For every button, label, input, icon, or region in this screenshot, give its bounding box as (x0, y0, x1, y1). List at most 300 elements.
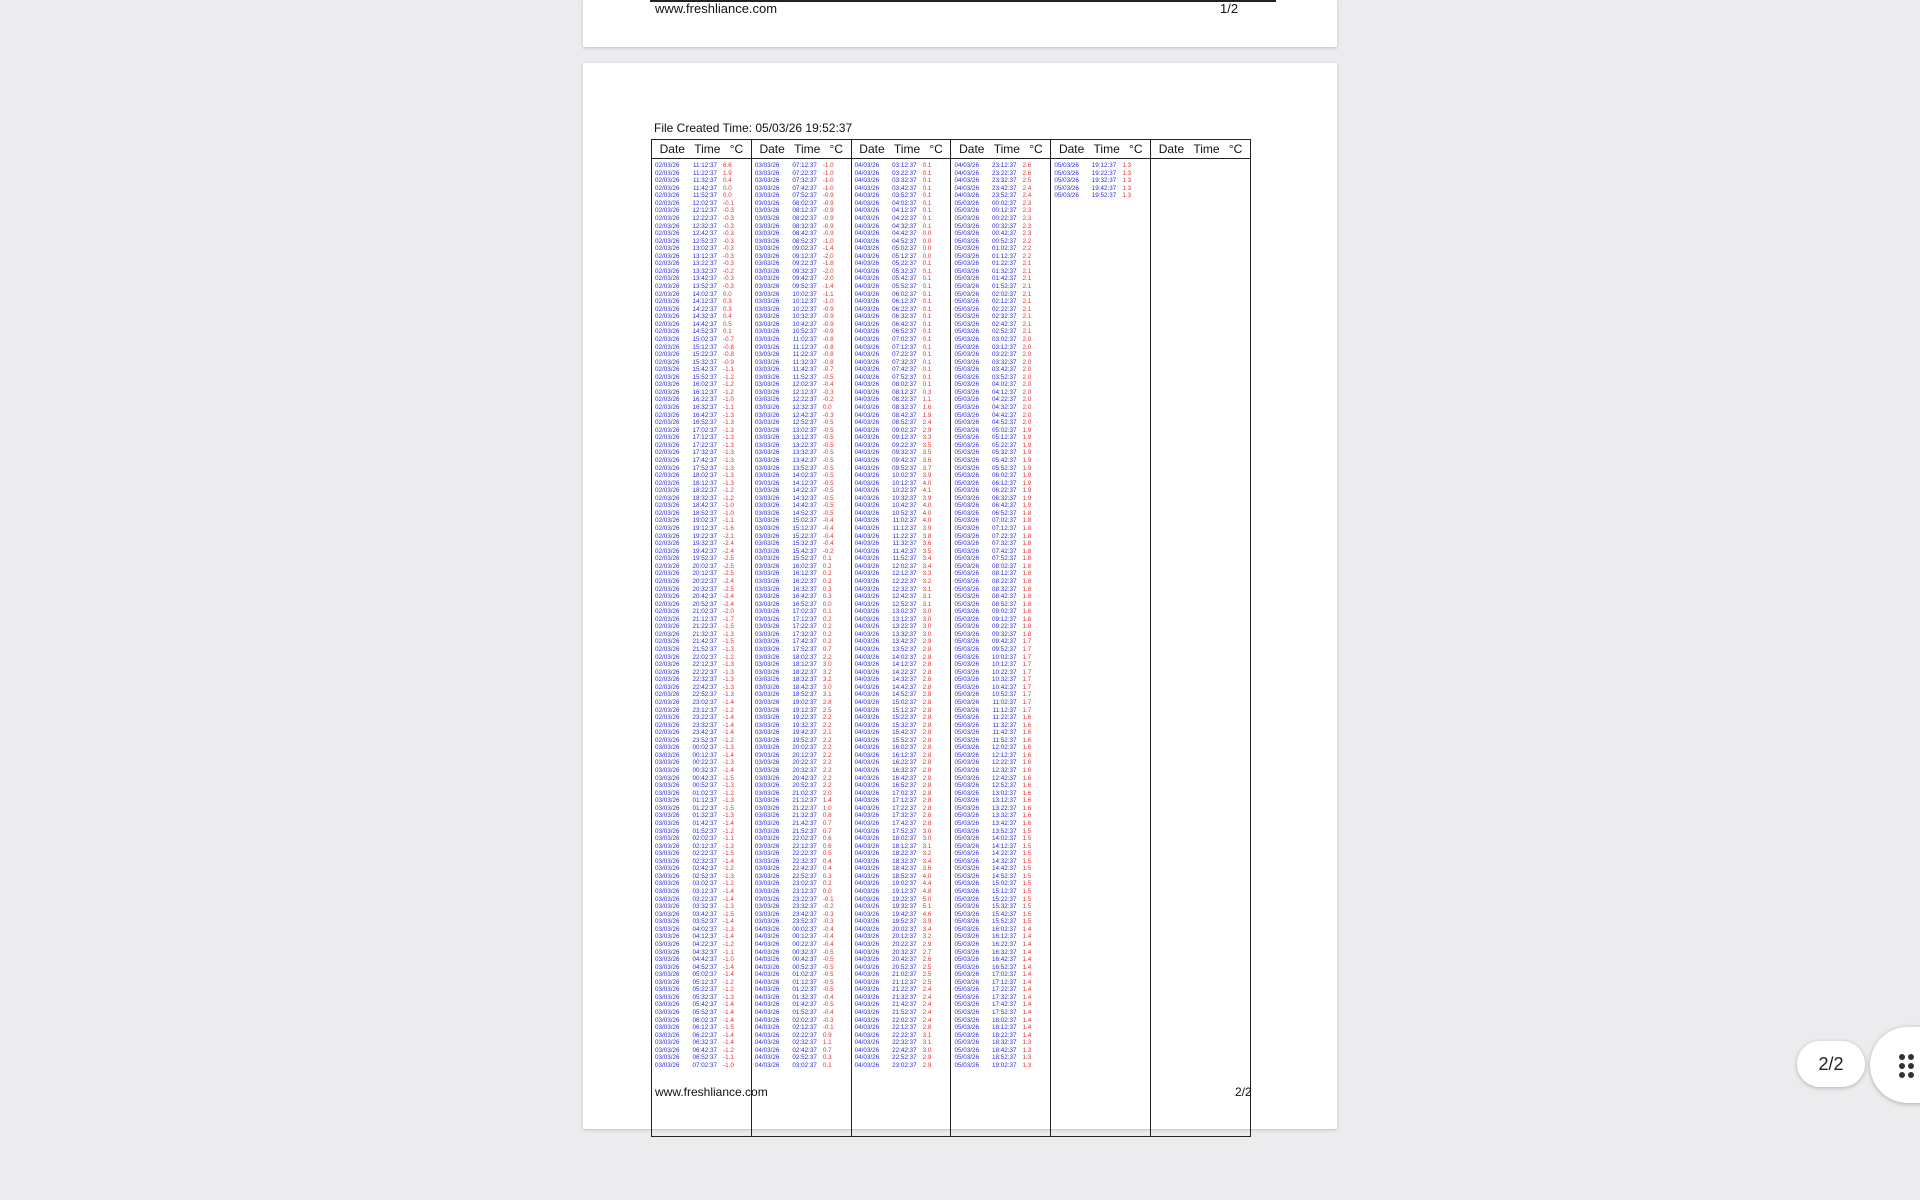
log-temp: -0.5 (822, 978, 834, 986)
log-temp: 2.4 (922, 986, 932, 994)
log-temp: 4.0 (922, 872, 932, 880)
log-date: 04/03/26 (854, 169, 880, 177)
log-time: 13:42:37 (991, 819, 1017, 827)
log-time: 19:12:37 (692, 525, 717, 532)
log-time: 06:32:37 (892, 313, 917, 321)
log-temp: 1.6 (1022, 729, 1032, 737)
log-time: 18:52:37 (792, 691, 817, 699)
log-date: 03/03/26 (754, 373, 780, 381)
log-time: 17:52:37 (991, 1009, 1017, 1016)
log-row (954, 850, 1048, 858)
log-time: 08:02:37 (991, 562, 1017, 570)
log-temp: 0.1 (922, 260, 932, 268)
log-row (855, 933, 949, 941)
log-time: 13:22:37 (692, 260, 717, 268)
log-date: 05/03/26 (954, 593, 979, 601)
log-date: 02/03/26 (655, 456, 680, 464)
log-time: 14:02:37 (892, 653, 917, 661)
log-temp: -0.2 (822, 903, 834, 911)
log-time: 06:32:37 (692, 1039, 717, 1047)
log-row (755, 797, 849, 805)
log-time: 12:42:37 (692, 230, 717, 238)
log-time: 21:02:37 (692, 608, 717, 616)
log-row (655, 1054, 749, 1062)
log-time: 10:42:37 (792, 320, 817, 328)
log-time: 23:42:37 (991, 184, 1017, 192)
log-time: 07:32:37 (892, 358, 917, 366)
log-column (1151, 140, 1250, 1136)
log-row (954, 828, 1048, 836)
log-row (655, 578, 749, 586)
log-temp: 0.1 (922, 207, 932, 215)
log-time: 19:42:37 (892, 910, 917, 918)
log-row (954, 480, 1048, 488)
log-time: 15:02:37 (792, 517, 817, 525)
log-row (755, 812, 849, 820)
log-time: 15:32:37 (991, 903, 1017, 911)
log-time: 23:12:37 (792, 888, 817, 895)
log-temp: -0.8 (822, 335, 834, 343)
log-row (755, 759, 849, 767)
log-time: 17:42:37 (792, 638, 817, 646)
log-date: 04/03/26 (854, 956, 880, 964)
log-date: 05/03/26 (954, 275, 979, 283)
log-row (855, 472, 949, 480)
log-temp: 0.1 (922, 351, 932, 359)
log-date: 04/03/26 (854, 933, 880, 941)
log-time: 10:52:37 (892, 509, 917, 517)
log-date: 05/03/26 (954, 555, 979, 563)
log-temp: -1.1 (723, 948, 734, 956)
log-date: 03/03/26 (754, 366, 780, 374)
log-time: 22:32:37 (692, 676, 717, 684)
log-time: 12:12:37 (991, 751, 1017, 759)
log-time: 02:32:37 (692, 857, 717, 865)
log-row (755, 691, 849, 699)
log-date: 03/03/26 (655, 767, 680, 774)
log-temp: -0.4 (822, 925, 834, 933)
log-time: 14:22:37 (892, 668, 917, 676)
log-temp: -2.4 (723, 577, 734, 585)
log-time: 00:52:37 (692, 782, 717, 790)
log-column-header (1151, 140, 1250, 159)
log-row (655, 593, 749, 601)
log-row (755, 775, 849, 783)
log-row (755, 911, 849, 919)
log-temp: -1.0 (822, 298, 834, 306)
log-time: 21:32:37 (692, 630, 717, 638)
log-temp: 0.0 (822, 404, 832, 411)
log-date: 04/03/26 (854, 986, 880, 994)
log-time: 22:42:37 (792, 865, 817, 873)
log-row (855, 427, 949, 435)
log-row (755, 707, 849, 715)
log-temp: -0.5 (822, 487, 834, 495)
log-row (954, 374, 1048, 382)
log-time: 06:12:37 (991, 479, 1017, 487)
log-temp: 1.3 (1122, 184, 1132, 192)
log-date: 02/03/26 (655, 494, 680, 502)
log-temp: 2.2 (822, 782, 832, 790)
log-temp: 3.5 (922, 547, 932, 555)
log-time: 00:22:37 (991, 214, 1017, 222)
log-row (755, 835, 849, 843)
log-temp: 1.9 (1022, 426, 1032, 434)
log-temp: -1.2 (723, 789, 734, 797)
log-row (755, 1009, 849, 1017)
log-temp: -1.3 (723, 925, 734, 933)
log-date: 05/03/26 (954, 623, 979, 631)
log-row (655, 457, 749, 465)
log-temp: -0.5 (822, 963, 834, 971)
log-date: 03/03/26 (754, 320, 780, 328)
log-temp: 1.8 (1022, 585, 1032, 593)
log-date: 05/03/26 (954, 540, 979, 548)
log-date: 03/03/26 (754, 850, 780, 858)
log-date: 03/03/26 (754, 547, 780, 555)
log-date: 05/03/26 (954, 986, 979, 994)
log-time: 17:32:37 (692, 449, 717, 457)
log-time: 17:32:37 (892, 812, 917, 820)
log-time: 04:22:37 (692, 940, 717, 948)
log-row (655, 956, 749, 964)
log-time: 05:52:37 (692, 1009, 717, 1016)
apps-menu-button[interactable] (1870, 1027, 1920, 1103)
log-temp: 3.9 (922, 494, 932, 502)
log-row (954, 298, 1048, 306)
log-time: 15:42:37 (892, 729, 917, 737)
log-temp: 3.3 (922, 434, 932, 442)
log-temp: 0.3 (822, 872, 832, 880)
log-row (655, 880, 749, 888)
log-temp: -1.2 (723, 388, 734, 396)
log-date: 03/03/26 (754, 275, 780, 283)
log-temp: 2.9 (922, 1054, 932, 1062)
log-date: 05/03/26 (954, 494, 979, 502)
log-temp: 5.0 (922, 895, 932, 903)
log-date: 02/03/26 (655, 736, 680, 744)
log-row (855, 775, 949, 783)
log-temp: -0.4 (822, 993, 834, 1001)
log-temp: 0.2 (822, 880, 832, 888)
log-row (954, 1024, 1048, 1032)
log-temp: -0.4 (822, 940, 834, 948)
log-row (1054, 170, 1148, 178)
log-time: 15:42:37 (692, 366, 717, 374)
log-time: 23:22:37 (991, 169, 1017, 177)
log-date: 03/03/26 (754, 199, 780, 207)
log-row (755, 949, 849, 957)
log-date: 05/03/26 (954, 600, 979, 608)
log-time: 02:52:37 (991, 328, 1017, 336)
log-temp: -0.2 (723, 267, 734, 275)
log-date: 03/03/26 (655, 978, 680, 986)
log-temp: 2.4 (922, 1009, 932, 1016)
log-time: 08:52:37 (991, 600, 1017, 608)
log-date: 02/03/26 (655, 267, 680, 275)
log-row (954, 790, 1048, 798)
log-temp: 0.1 (922, 358, 932, 366)
log-date: 03/03/26 (754, 714, 780, 722)
log-date: 05/03/26 (954, 525, 979, 532)
log-time: 07:42:37 (892, 366, 917, 374)
log-date: 03/03/26 (754, 759, 780, 767)
log-row (755, 192, 849, 200)
log-time: 13:12:37 (792, 434, 817, 442)
log-time: 11:52:37 (692, 192, 717, 200)
log-time: 18:12:37 (792, 661, 817, 669)
log-temp: 1.6 (1022, 774, 1032, 782)
log-temp: 0.0 (922, 252, 932, 260)
log-temp: 0.2 (822, 623, 832, 631)
log-date: 05/03/26 (954, 767, 979, 774)
log-row (855, 313, 949, 321)
log-time: 01:52:37 (991, 283, 1017, 290)
log-row (954, 835, 1048, 843)
log-time: 20:42:37 (892, 956, 917, 964)
log-temp: 3.9 (922, 525, 932, 532)
log-date: 05/03/26 (954, 509, 979, 517)
log-temp: -1.4 (723, 698, 734, 706)
log-time: 16:52:37 (892, 782, 917, 790)
log-date: 05/03/26 (954, 706, 979, 714)
log-time: 12:32:37 (991, 767, 1017, 774)
log-date: 03/03/26 (754, 494, 780, 502)
header-time: Time (893, 142, 921, 156)
log-temp: -0.5 (822, 449, 834, 457)
log-temp: 0.5 (723, 320, 732, 328)
log-time: 20:32:37 (692, 585, 717, 593)
log-temp: 2.6 (922, 956, 932, 964)
log-date: 04/03/26 (854, 910, 880, 918)
log-time: 10:12:37 (991, 661, 1017, 669)
log-temp: 2.3 (1022, 214, 1032, 222)
log-row (855, 790, 949, 798)
log-temp: 1.3 (1122, 192, 1132, 200)
log-date: 03/03/26 (655, 827, 680, 835)
log-row (855, 676, 949, 684)
log-row (855, 253, 949, 261)
log-time: 17:02:37 (692, 426, 717, 434)
log-date: 03/03/26 (754, 426, 780, 434)
log-date: 04/03/26 (854, 290, 880, 298)
log-temp: 1.5 (1022, 910, 1032, 918)
log-time: 14:12:37 (991, 842, 1017, 850)
log-row (855, 729, 949, 737)
log-row (954, 638, 1048, 646)
log-row (954, 223, 1048, 231)
log-date: 04/03/26 (954, 192, 979, 200)
log-row (655, 223, 749, 231)
log-temp: 2.0 (1022, 388, 1032, 396)
log-row (655, 238, 749, 246)
log-row (655, 449, 749, 457)
log-temp: 0.3 (822, 585, 832, 593)
log-time: 20:22:37 (692, 577, 717, 585)
log-date: 05/03/26 (954, 744, 979, 752)
log-time: 22:52:37 (792, 872, 817, 880)
log-time: 00:32:37 (991, 222, 1017, 230)
log-temp: -0.5 (822, 456, 834, 464)
log-time: 23:42:37 (792, 910, 817, 918)
log-date: 02/03/26 (655, 283, 680, 290)
log-date: 04/03/26 (854, 774, 880, 782)
log-date: 03/03/26 (754, 691, 780, 699)
log-time: 16:22:37 (792, 577, 817, 585)
log-time: 05:42:37 (892, 275, 917, 283)
log-row (655, 896, 749, 904)
log-time: 14:12:37 (692, 298, 717, 306)
log-temp: 2.2 (822, 759, 832, 767)
document-page (583, 63, 1337, 1129)
log-temp: -1.3 (723, 419, 734, 427)
log-row (755, 434, 849, 442)
log-date: 03/03/26 (754, 661, 780, 669)
log-temp: 3.9 (922, 472, 932, 480)
log-temp: -0.4 (822, 517, 834, 525)
log-date: 04/03/26 (754, 1054, 780, 1062)
log-row (954, 533, 1048, 541)
log-date: 04/03/26 (854, 275, 880, 283)
log-row (755, 1062, 849, 1070)
log-time: 03:32:37 (892, 177, 917, 185)
log-time: 18:02:37 (692, 472, 717, 480)
log-temp: 3.1 (822, 691, 832, 699)
log-row (855, 200, 949, 208)
log-temp: 0.1 (922, 328, 932, 336)
log-temp: -1.3 (723, 744, 734, 752)
log-time: 03:42:37 (892, 184, 917, 192)
log-row (954, 623, 1048, 631)
log-temp: -1.0 (822, 169, 834, 177)
log-date: 02/03/26 (655, 313, 680, 321)
log-time: 09:32:37 (991, 630, 1017, 638)
log-row (655, 646, 749, 654)
log-row (954, 933, 1048, 941)
log-row (655, 691, 749, 699)
log-time: 07:52:37 (892, 373, 917, 381)
log-temp: -1.0 (723, 956, 734, 964)
log-row (855, 321, 949, 329)
log-row (954, 896, 1048, 904)
log-temp: 1.4 (1022, 925, 1032, 933)
log-row (954, 1032, 1048, 1040)
log-temp: 1.6 (1022, 789, 1032, 797)
log-date: 03/03/26 (754, 880, 780, 888)
log-row (855, 396, 949, 404)
log-date: 02/03/26 (655, 661, 680, 669)
log-date: 03/03/26 (754, 744, 780, 752)
log-time: 19:42:37 (1091, 184, 1117, 192)
log-date: 04/03/26 (854, 358, 880, 366)
log-time: 00:02:37 (792, 925, 817, 933)
log-temp: 0.1 (922, 366, 932, 374)
log-date: 04/03/26 (854, 313, 880, 321)
log-time: 02:42:37 (991, 320, 1017, 328)
log-time: 16:42:37 (792, 593, 817, 601)
log-time: 13:52:37 (892, 646, 917, 653)
header-time: Time (1193, 142, 1220, 156)
log-date: 02/03/26 (655, 396, 680, 404)
log-row (655, 540, 749, 548)
log-temp: 2.1 (1022, 290, 1032, 298)
log-temp: 2.1 (1022, 283, 1032, 290)
log-row (755, 185, 849, 193)
log-date: 04/03/26 (854, 993, 880, 1001)
log-date: 04/03/26 (854, 668, 880, 676)
log-time: 12:32:37 (792, 404, 817, 411)
log-time: 21:22:37 (892, 986, 917, 994)
log-row (755, 654, 849, 662)
log-date: 04/03/26 (754, 1016, 780, 1024)
log-time: 19:22:37 (892, 895, 917, 903)
log-row (655, 351, 749, 359)
log-row (755, 298, 849, 306)
log-row (655, 707, 749, 715)
log-row (954, 389, 1048, 397)
log-date: 03/03/26 (655, 804, 680, 812)
log-row (655, 525, 749, 533)
log-row (755, 608, 849, 616)
log-temp: 3.1 (922, 585, 932, 593)
log-temp: 0.7 (822, 1046, 832, 1054)
log-date: 04/03/26 (754, 948, 780, 956)
log-time: 21:02:37 (792, 789, 817, 797)
log-row (855, 336, 949, 344)
log-time: 09:22:37 (991, 623, 1017, 631)
log-date: 04/03/26 (854, 1061, 880, 1069)
log-time: 23:22:37 (792, 895, 817, 903)
log-date: 04/03/26 (854, 502, 880, 510)
log-temp: 1.8 (1022, 540, 1032, 548)
log-row (954, 336, 1048, 344)
log-temp: 1.7 (1022, 683, 1032, 691)
log-row (855, 714, 949, 722)
log-date: 03/03/26 (754, 736, 780, 744)
log-temp: -1.3 (723, 993, 734, 1001)
log-temp: -1.5 (723, 623, 734, 631)
log-row (855, 359, 949, 367)
log-date: 04/03/26 (854, 570, 880, 578)
log-temp: -1.1 (723, 835, 734, 843)
log-time: 08:12:37 (892, 388, 917, 396)
log-row (855, 1062, 949, 1070)
log-date: 04/03/26 (854, 1001, 880, 1009)
log-date: 02/03/26 (655, 388, 680, 396)
log-row (755, 540, 849, 548)
log-date: 03/03/26 (754, 184, 780, 192)
log-row (954, 812, 1048, 820)
log-time: 19:42:37 (792, 729, 817, 737)
log-time: 10:52:37 (792, 328, 817, 336)
log-date: 03/03/26 (754, 456, 780, 464)
log-row (855, 238, 949, 246)
log-row (954, 676, 1048, 684)
log-date: 02/03/26 (655, 162, 680, 169)
log-date: 04/03/26 (854, 895, 880, 903)
log-time: 08:22:37 (892, 396, 917, 404)
log-row (755, 729, 849, 737)
log-temp: 1.7 (1022, 698, 1032, 706)
log-date: 05/03/26 (954, 751, 979, 759)
log-time: 18:12:37 (892, 842, 917, 850)
log-row (655, 949, 749, 957)
log-temp: 0.0 (922, 230, 932, 238)
log-date: 05/03/26 (954, 865, 979, 873)
page-indicator[interactable]: 2/2 (1797, 1041, 1865, 1087)
log-date: 03/03/26 (655, 797, 680, 805)
log-time: 06:42:37 (892, 320, 917, 328)
